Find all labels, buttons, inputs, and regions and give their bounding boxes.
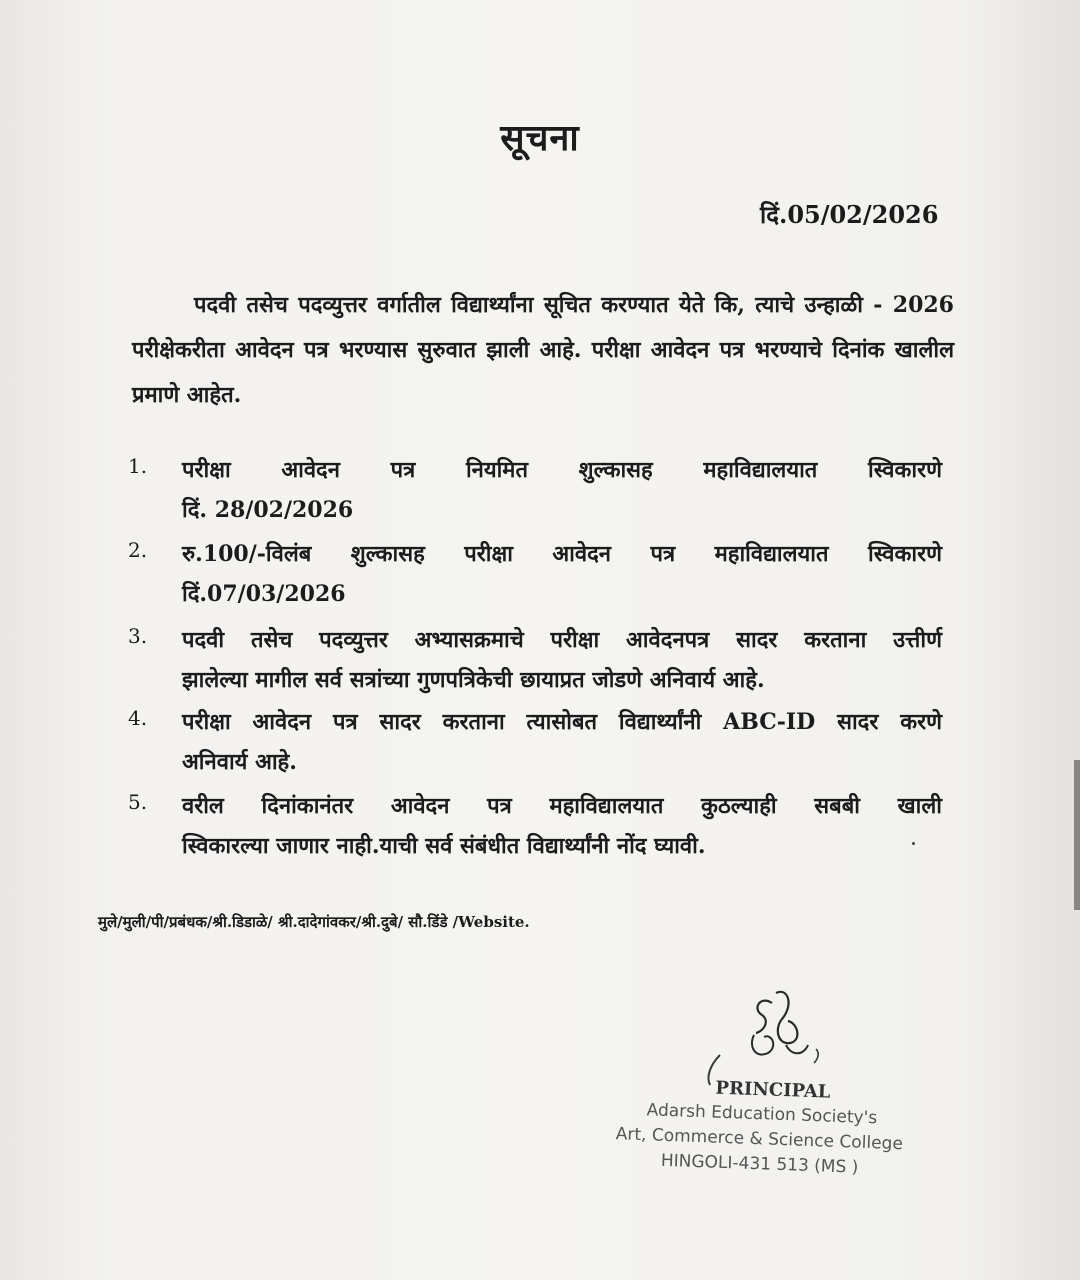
stamp-line3: HINGOLI-431 513 (MS ) <box>660 1150 859 1178</box>
list-item <box>118 620 958 702</box>
item-number: 4. <box>128 706 148 730</box>
list-item <box>118 450 958 534</box>
item-text-line2: स्विकारल्या जाणार नाही.याची सर्व संबंधीत विद्यार्थ्यांनी नोंद घ्यावी. <box>182 833 706 859</box>
notice-title: सूचना <box>500 117 580 159</box>
item-number: 1. <box>128 454 148 478</box>
item-text-line1: परीक्षा आवेदन पत्र सादर करताना त्यासोबत विद्यार्थ्यांनी ABC-ID सादर करणे <box>182 709 942 735</box>
item-number: 3. <box>128 624 148 648</box>
item-text-line2: दिं.07/03/2026 <box>182 581 346 607</box>
notice-list <box>118 450 958 870</box>
notice-date: दिं.05/02/2026 <box>760 200 939 229</box>
item-number: 2. <box>128 538 148 562</box>
item-text-line2: दिं. 28/02/2026 <box>182 497 354 523</box>
list-item <box>118 702 958 786</box>
item-text-line1: पदवी तसेच पदव्युत्तर अभ्यासक्रमाचे परीक्षा आवेदनपत्र सादर करताना उत्तीर्ण <box>182 627 942 653</box>
page-edge-shadow <box>1074 760 1080 910</box>
copy-to-list: मुले/मुली/पी/प्रबंधक/श्री.डिडाळे/ श्री.दादेगांवकर/श्री.दुबे/ सौ.डिंडे /Website. <box>98 913 530 931</box>
item-number: 5. <box>128 790 148 814</box>
item-text-line2: झालेल्या मागील सर्व सत्रांच्या गुणपत्रिकेची छायाप्रत जोडणे अनिवार्य आहे. <box>182 667 765 693</box>
item-text-line1: वरील दिनांकानंतर आवेदन पत्र महाविद्यालयात कुठल्याही सबबी खाली <box>182 793 942 819</box>
ink-speck <box>912 842 915 845</box>
list-item <box>118 534 958 620</box>
stamp-line1: Adarsh Education Society's <box>646 1100 878 1129</box>
stamp-line2: Art, Commerce & Science College <box>615 1124 904 1155</box>
list-item <box>118 786 958 870</box>
item-text-line1: परीक्षा आवेदन पत्र नियमित शुल्कासह महाविद्यालयात स्विकारणे <box>182 457 942 483</box>
item-text-line2: अनिवार्य आहे. <box>182 749 297 775</box>
college-stamp <box>609 1072 942 1183</box>
item-text-line1: रु.100/-विलंब शुल्कासह परीक्षा आवेदन पत्र महाविद्यालयात स्विकारणे <box>182 541 942 567</box>
stamp-principal: PRINCIPAL <box>715 1077 831 1103</box>
notice-intro: पदवी तसेच पदव्युत्तर वर्गातील विद्यार्थ्यांना सूचित करण्यात येते कि, त्याचे उन्हाळी - 2026 परीक्षेकरीता आवेदन पत्र भरण्यास सुरुवात झाली आहे. परीक्षा आवेदन पत्र भरण्याचे दिनांक खालील प्रमाणे आहेत. <box>132 292 954 408</box>
